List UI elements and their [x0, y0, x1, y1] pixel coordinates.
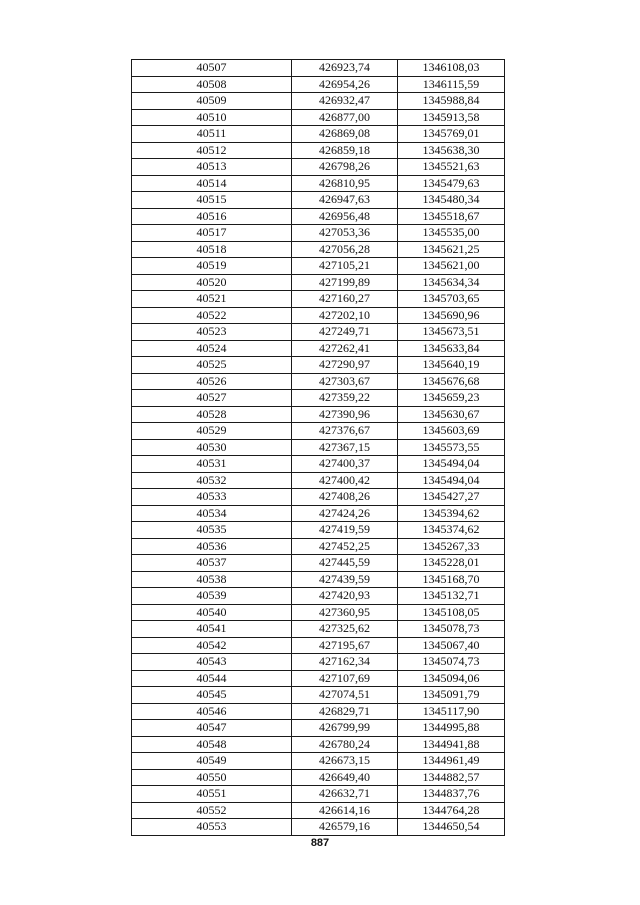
table-row — [132, 291, 505, 308]
point-id-cell: 40551 — [132, 786, 292, 803]
table-row — [132, 340, 505, 357]
x-coordinate-cell: 426932,47 — [292, 93, 398, 110]
y-coordinate-cell: 1345633,84 — [398, 340, 505, 357]
point-id-cell: 40542 — [132, 637, 292, 654]
x-coordinate-cell: 427199,89 — [292, 274, 398, 291]
point-id-cell: 40538 — [132, 571, 292, 588]
x-coordinate-cell: 426954,26 — [292, 76, 398, 93]
y-coordinate-cell: 1345518,67 — [398, 208, 505, 225]
x-coordinate-cell: 427056,28 — [292, 241, 398, 258]
table-row — [132, 736, 505, 753]
table-row — [132, 390, 505, 407]
point-id-cell: 40536 — [132, 538, 292, 555]
x-coordinate-cell: 427303,67 — [292, 373, 398, 390]
x-coordinate-cell: 427074,51 — [292, 687, 398, 704]
y-coordinate-cell: 1346115,59 — [398, 76, 505, 93]
point-id-cell: 40540 — [132, 604, 292, 621]
y-coordinate-cell: 1345603,69 — [398, 423, 505, 440]
x-coordinate-cell: 427419,59 — [292, 522, 398, 539]
table-row — [132, 241, 505, 258]
y-coordinate-cell: 1345913,58 — [398, 109, 505, 126]
x-coordinate-cell: 427367,15 — [292, 439, 398, 456]
table-row — [132, 555, 505, 572]
y-coordinate-cell: 1345630,67 — [398, 406, 505, 423]
y-coordinate-cell: 1345535,00 — [398, 225, 505, 242]
point-id-cell: 40523 — [132, 324, 292, 341]
point-id-cell: 40511 — [132, 126, 292, 143]
point-id-cell: 40541 — [132, 621, 292, 638]
y-coordinate-cell: 1345108,05 — [398, 604, 505, 621]
x-coordinate-cell: 427249,71 — [292, 324, 398, 341]
point-id-cell: 40524 — [132, 340, 292, 357]
point-id-cell: 40533 — [132, 489, 292, 506]
table-row — [132, 802, 505, 819]
table-row — [132, 175, 505, 192]
point-id-cell: 40537 — [132, 555, 292, 572]
y-coordinate-cell: 1345769,01 — [398, 126, 505, 143]
x-coordinate-cell: 427105,21 — [292, 258, 398, 275]
y-coordinate-cell: 1344837,76 — [398, 786, 505, 803]
point-id-cell: 40545 — [132, 687, 292, 704]
table-row — [132, 538, 505, 555]
table-row — [132, 159, 505, 176]
y-coordinate-cell: 1345228,01 — [398, 555, 505, 572]
point-id-cell: 40507 — [132, 60, 292, 77]
table-row — [132, 142, 505, 159]
x-coordinate-cell: 427290,97 — [292, 357, 398, 374]
point-id-cell: 40535 — [132, 522, 292, 539]
y-coordinate-cell: 1345621,00 — [398, 258, 505, 275]
table-row — [132, 753, 505, 770]
point-id-cell: 40525 — [132, 357, 292, 374]
x-coordinate-cell: 427162,34 — [292, 654, 398, 671]
x-coordinate-cell: 427262,41 — [292, 340, 398, 357]
point-id-cell: 40532 — [132, 472, 292, 489]
y-coordinate-cell: 1345494,04 — [398, 472, 505, 489]
table-row — [132, 621, 505, 638]
point-id-cell: 40544 — [132, 670, 292, 687]
coordinate-table-body — [132, 60, 505, 836]
y-coordinate-cell: 1345074,73 — [398, 654, 505, 671]
point-id-cell: 40521 — [132, 291, 292, 308]
x-coordinate-cell: 426923,74 — [292, 60, 398, 77]
y-coordinate-cell: 1345690,96 — [398, 307, 505, 324]
point-id-cell: 40514 — [132, 175, 292, 192]
point-id-cell: 40548 — [132, 736, 292, 753]
y-coordinate-cell: 1345091,79 — [398, 687, 505, 704]
y-coordinate-cell: 1345427,27 — [398, 489, 505, 506]
point-id-cell: 40519 — [132, 258, 292, 275]
point-id-cell: 40515 — [132, 192, 292, 209]
point-id-cell: 40528 — [132, 406, 292, 423]
y-coordinate-cell: 1345638,30 — [398, 142, 505, 159]
point-id-cell: 40547 — [132, 720, 292, 737]
page-number: 887 — [310, 837, 330, 849]
x-coordinate-cell: 426947,63 — [292, 192, 398, 209]
y-coordinate-cell: 1344650,54 — [398, 819, 505, 836]
x-coordinate-cell: 426829,71 — [292, 703, 398, 720]
y-coordinate-cell: 1344961,49 — [398, 753, 505, 770]
x-coordinate-cell: 427325,62 — [292, 621, 398, 638]
y-coordinate-cell: 1345659,23 — [398, 390, 505, 407]
table-row — [132, 307, 505, 324]
table-row — [132, 357, 505, 374]
table-row — [132, 274, 505, 291]
point-id-cell: 40509 — [132, 93, 292, 110]
y-coordinate-cell: 1345494,04 — [398, 456, 505, 473]
x-coordinate-cell: 427202,10 — [292, 307, 398, 324]
y-coordinate-cell: 1345374,62 — [398, 522, 505, 539]
y-coordinate-cell: 1344995,88 — [398, 720, 505, 737]
x-coordinate-cell: 426869,08 — [292, 126, 398, 143]
x-coordinate-cell: 427360,95 — [292, 604, 398, 621]
x-coordinate-cell: 426799,99 — [292, 720, 398, 737]
table-row — [132, 258, 505, 275]
x-coordinate-cell: 427445,59 — [292, 555, 398, 572]
table-row — [132, 192, 505, 209]
point-id-cell: 40516 — [132, 208, 292, 225]
x-coordinate-cell: 426579,16 — [292, 819, 398, 836]
y-coordinate-cell: 1345267,33 — [398, 538, 505, 555]
point-id-cell: 40522 — [132, 307, 292, 324]
x-coordinate-cell: 426859,18 — [292, 142, 398, 159]
x-coordinate-cell: 426798,26 — [292, 159, 398, 176]
point-id-cell: 40527 — [132, 390, 292, 407]
table-row — [132, 571, 505, 588]
y-coordinate-cell: 1345634,34 — [398, 274, 505, 291]
y-coordinate-cell: 1345394,62 — [398, 505, 505, 522]
y-coordinate-cell: 1346108,03 — [398, 60, 505, 77]
table-row — [132, 60, 505, 77]
point-id-cell: 40552 — [132, 802, 292, 819]
table-row — [132, 604, 505, 621]
x-coordinate-cell: 427400,37 — [292, 456, 398, 473]
table-row — [132, 109, 505, 126]
x-coordinate-cell: 426649,40 — [292, 769, 398, 786]
y-coordinate-cell: 1345988,84 — [398, 93, 505, 110]
table-row — [132, 637, 505, 654]
point-id-cell: 40517 — [132, 225, 292, 242]
x-coordinate-cell: 427400,42 — [292, 472, 398, 489]
y-coordinate-cell: 1345117,90 — [398, 703, 505, 720]
table-row — [132, 720, 505, 737]
table-row — [132, 703, 505, 720]
y-coordinate-cell: 1345640,19 — [398, 357, 505, 374]
x-coordinate-cell: 426632,71 — [292, 786, 398, 803]
point-id-cell: 40512 — [132, 142, 292, 159]
table-row — [132, 456, 505, 473]
table-row — [132, 670, 505, 687]
table-row — [132, 126, 505, 143]
x-coordinate-cell: 427195,67 — [292, 637, 398, 654]
table-row — [132, 819, 505, 836]
x-coordinate-cell: 426810,95 — [292, 175, 398, 192]
point-id-cell: 40508 — [132, 76, 292, 93]
x-coordinate-cell: 427420,93 — [292, 588, 398, 605]
table-row — [132, 786, 505, 803]
x-coordinate-cell: 426780,24 — [292, 736, 398, 753]
x-coordinate-cell: 427359,22 — [292, 390, 398, 407]
y-coordinate-cell: 1345676,68 — [398, 373, 505, 390]
y-coordinate-cell: 1345621,25 — [398, 241, 505, 258]
point-id-cell: 40553 — [132, 819, 292, 836]
table-row — [132, 687, 505, 704]
y-coordinate-cell: 1345480,34 — [398, 192, 505, 209]
point-id-cell: 40546 — [132, 703, 292, 720]
point-id-cell: 40518 — [132, 241, 292, 258]
table-row — [132, 324, 505, 341]
y-coordinate-cell: 1345703,65 — [398, 291, 505, 308]
table-row — [132, 439, 505, 456]
point-id-cell: 40549 — [132, 753, 292, 770]
point-id-cell: 40531 — [132, 456, 292, 473]
y-coordinate-cell: 1345673,51 — [398, 324, 505, 341]
y-coordinate-cell: 1345078,73 — [398, 621, 505, 638]
x-coordinate-cell: 427390,96 — [292, 406, 398, 423]
x-coordinate-cell: 426614,16 — [292, 802, 398, 819]
y-coordinate-cell: 1345094,06 — [398, 670, 505, 687]
table-row — [132, 522, 505, 539]
y-coordinate-cell: 1345479,63 — [398, 175, 505, 192]
table-row — [132, 225, 505, 242]
x-coordinate-cell: 426956,48 — [292, 208, 398, 225]
table-row — [132, 505, 505, 522]
table-row — [132, 654, 505, 671]
y-coordinate-cell: 1345573,55 — [398, 439, 505, 456]
y-coordinate-cell: 1344882,57 — [398, 769, 505, 786]
table-row — [132, 489, 505, 506]
point-id-cell: 40543 — [132, 654, 292, 671]
x-coordinate-cell: 427408,26 — [292, 489, 398, 506]
table-row — [132, 769, 505, 786]
point-id-cell: 40530 — [132, 439, 292, 456]
table-row — [132, 93, 505, 110]
x-coordinate-cell: 427107,69 — [292, 670, 398, 687]
x-coordinate-cell: 427376,67 — [292, 423, 398, 440]
table-row — [132, 373, 505, 390]
y-coordinate-cell: 1345521,63 — [398, 159, 505, 176]
table-row — [132, 423, 505, 440]
table-row — [132, 76, 505, 93]
point-id-cell: 40534 — [132, 505, 292, 522]
x-coordinate-cell: 427053,36 — [292, 225, 398, 242]
table-row — [132, 208, 505, 225]
coordinate-table — [131, 59, 505, 836]
point-id-cell: 40526 — [132, 373, 292, 390]
point-id-cell: 40539 — [132, 588, 292, 605]
x-coordinate-cell: 427424,26 — [292, 505, 398, 522]
y-coordinate-cell: 1345067,40 — [398, 637, 505, 654]
y-coordinate-cell: 1344941,88 — [398, 736, 505, 753]
x-coordinate-cell: 426877,00 — [292, 109, 398, 126]
point-id-cell: 40529 — [132, 423, 292, 440]
y-coordinate-cell: 1345132,71 — [398, 588, 505, 605]
x-coordinate-cell: 426673,15 — [292, 753, 398, 770]
x-coordinate-cell: 427452,25 — [292, 538, 398, 555]
point-id-cell: 40513 — [132, 159, 292, 176]
point-id-cell: 40550 — [132, 769, 292, 786]
x-coordinate-cell: 427160,27 — [292, 291, 398, 308]
y-coordinate-cell: 1344764,28 — [398, 802, 505, 819]
point-id-cell: 40520 — [132, 274, 292, 291]
table-row — [132, 406, 505, 423]
point-id-cell: 40510 — [132, 109, 292, 126]
y-coordinate-cell: 1345168,70 — [398, 571, 505, 588]
table-row — [132, 588, 505, 605]
x-coordinate-cell: 427439,59 — [292, 571, 398, 588]
table-row — [132, 472, 505, 489]
